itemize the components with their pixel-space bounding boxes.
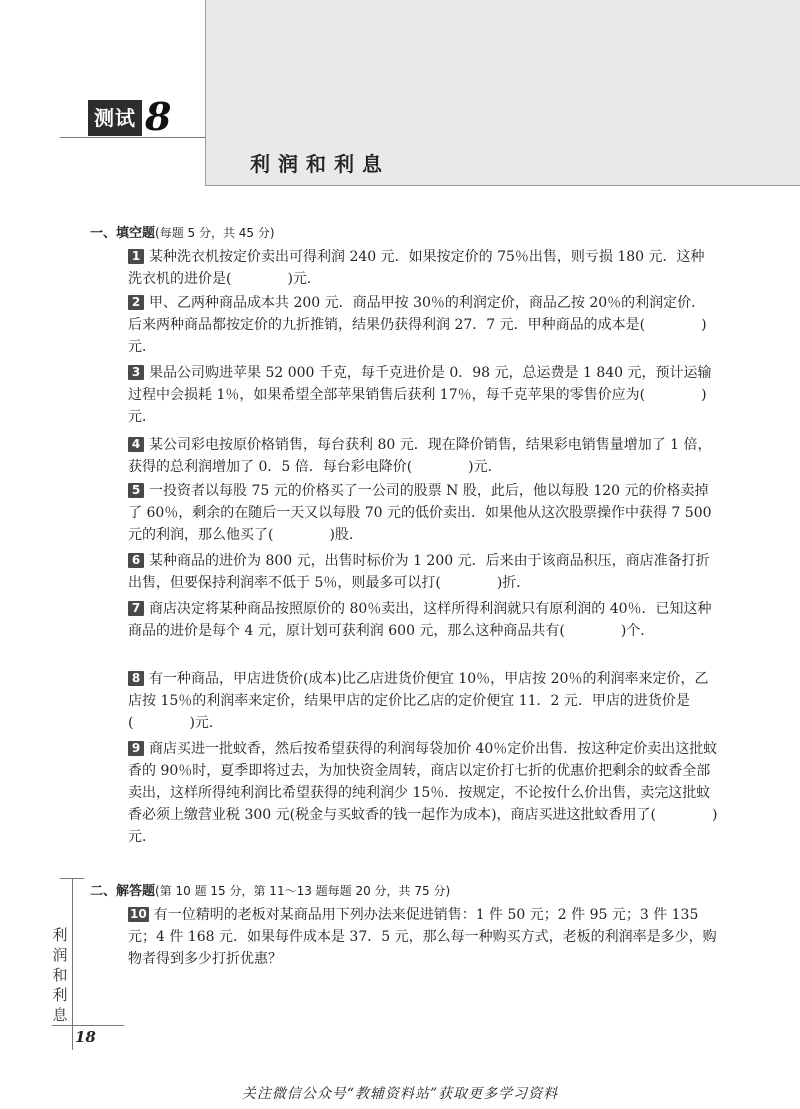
unit-title: 利润和利息: [250, 152, 390, 176]
question-1: [128, 246, 718, 290]
question-number: 8: [128, 671, 144, 686]
section-title-fill-blank: [90, 222, 275, 241]
section-note: (每题 5 分，共 45 分): [155, 226, 275, 240]
question-number: 9: [128, 741, 144, 756]
question-number: 7: [128, 601, 144, 616]
question-4: [128, 434, 718, 478]
question-number: 5: [128, 483, 144, 498]
section-heading: 二、解答题: [90, 884, 156, 899]
section-title-answer: [90, 880, 450, 899]
page-number: 18: [75, 1028, 96, 1046]
question-text: 某公司彩电按原价格销售，每台获利 80 元．现在降价销售，结果彩电销售量增加了 1 倍，获得的总利润增加了 0．5 倍．每台彩电降价( )元．: [128, 437, 712, 475]
test-tag: [88, 94, 172, 139]
section-note: (第 10 题 15 分，第 11～13 题每题 20 分，共 75 分): [155, 884, 451, 898]
question-text: 某种洗衣机按定价卖出可得利润 240 元．如果按定价的 75％出售，则亏损 180 元．这种洗衣机的进价是( )元．: [128, 249, 705, 287]
question-5: [128, 480, 718, 546]
question-number: 3: [128, 365, 144, 380]
question-number: 6: [128, 553, 144, 568]
question-7: [128, 598, 718, 642]
question-text: 某种商品的进价为 800 元，出售时标价为 1 200 元．后来由于该商品积压，商店准备打折出售，但要保持利润率不低于 5％，则最多可以打( )折．: [128, 553, 710, 591]
question-text: 一投资者以每股 75 元的价格买了一公司的股票 N 股，此后，他以每股 120 元的价格卖掉了 60％，剩余的在随后一天又以每股 70 元的低价卖出．如果他从这次股票操作中获得 7 500 元的利润，那么他买了( )股．: [128, 483, 712, 543]
sidebar-chapter-label: 利润和利息: [52, 926, 68, 1024]
question-text: 有一种商品，甲店进货价(成本)比乙店进货价便宜 10％，甲店按 20％的利润率来定价，乙店按 15％的利润率来定价，结果甲店的定价比乙店的定价便宜 11．2 元．甲店的进货价是( )元．: [128, 671, 709, 731]
question-8: [128, 668, 718, 734]
test-number: 8: [145, 94, 172, 139]
question-9: [128, 738, 718, 848]
question-6: [128, 550, 718, 594]
sidebar-bottom-rule: [52, 1025, 124, 1026]
question-3: [128, 362, 718, 428]
question-text: 果品公司购进苹果 52 000 千克，每千克进价是 0．98 元，总运费是 1 840 元，预计运输过程中会损耗 1％，如果希望全部苹果销售后获利 17％，每千克苹果的零售价应为( )元．: [128, 365, 712, 425]
test-label: 测试: [88, 100, 142, 136]
question-2: [128, 292, 718, 358]
question-number: 2: [128, 295, 144, 310]
question-text: 甲、乙两种商品成本共 200 元．商品甲按 30％的利润定价，商品乙按 20％的利润定价．后来两种商品都按定价的九折推销，结果仍获得利润 27．7 元．甲种商品的成本是( )元．: [128, 295, 707, 355]
question-number: 4: [128, 437, 144, 452]
question-10: [128, 904, 718, 970]
header-rule: [60, 137, 205, 138]
question-number: 10: [130, 907, 147, 921]
footer-note: 关注微信公众号“教辅资料站”获取更多学习资料: [241, 1086, 559, 1102]
section-heading: 一、填空题: [90, 226, 156, 241]
question-text: 商店决定将某种商品按照原价的 80％卖出，这样所得利润就只有原利润的 40％．已知这种商品的进价是每个 4 元，原计划可获利润 600 元，那么这种商品共有( )个．: [128, 601, 712, 639]
question-text: 商店买进一批蚊香，然后按希望获得的利润每袋加价 40％定价出售．按这种定价卖出这批蚊香的 90％时，夏季即将过去，为加快资金周转，商店以定价打七折的优惠价把剩余的蚊香全部卖出，这样所得纯利润比希望获得的纯利润少 15％．按规定，不论按什么价出售，卖完这批蚊香必须上缴营业税 300 元(税金与买蚊香的钱一起作为成本)，商店买进这批蚊香用了( )元．: [128, 741, 718, 845]
question-text: 有一位精明的老板对某商品用下列办法来促进销售：1 件 50 元；2 件 95 元；3 件 135 元；4 件 168 元．如果每件成本是 37．5 元，那么每一种购买方式，老板的利润率是多少，购物者得到多少打折优惠？: [128, 907, 717, 967]
question-number: 1: [128, 249, 144, 264]
